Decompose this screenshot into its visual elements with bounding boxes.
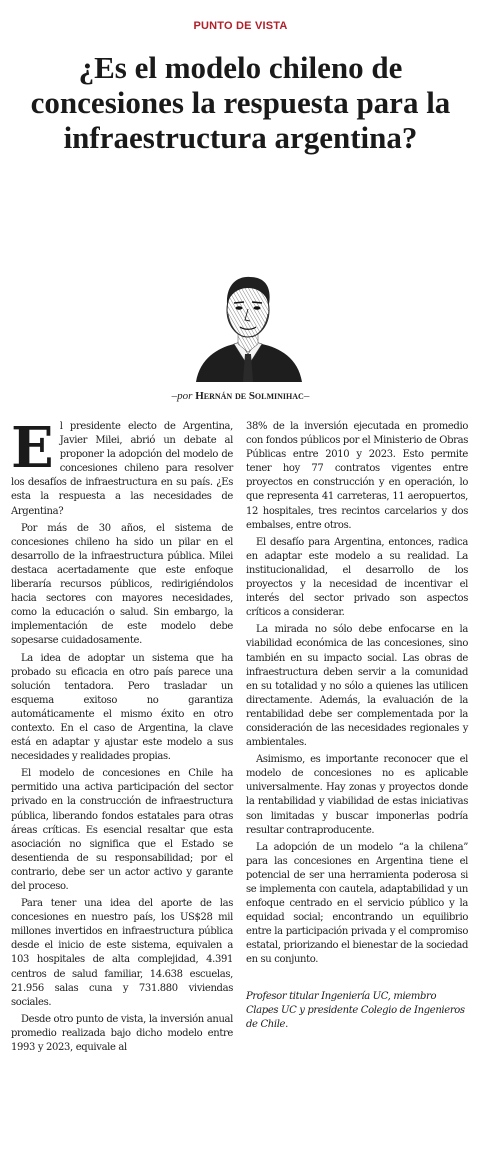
paragraph: El presidente electo de Argentina, Javier Milei, abrió un debate al proponer la adopción del modelo de concesiones chileno para resolver los desafíos de infraestructura en su país. ¿Es esta la respuesta a las necesidades de Argentina? [11, 415, 233, 517]
paragraph: Asimismo, es importante reconocer que el modelo de concesiones no es aplicable universalmente. Hay zonas y proyectos donde la rentabilidad y viabilidad de estas iniciativas son limitadas y buscar imponerlas podría resultar contraproducente. [246, 754, 468, 836]
section-label: PUNTO DE VISTA [193, 20, 288, 32]
author-name: Hernán de Solminihac [195, 390, 304, 402]
byline-suffix: – [303, 390, 310, 402]
paragraph: El desafío para Argentina, entonces, radica en adaptar este modelo a su realidad. La institucionalidad, el desarrollo de los proyectos y la necesidad de incentivar el interés del sector privado son aspectos críticos a considerar. [246, 536, 468, 619]
paragraph: Por más de 30 años, el sistema de concesiones chileno ha sido un pilar en el desarrollo de la infraestructura pública. Milei destaca acertadamente que este enfoque liberaría recursos públicos, redirigiéndolos hacia sectores con mayores necesidades, como la educación o salud. Sin embargo, la implementación de este modelo debe sopesarse cuidadosamente. [11, 522, 233, 647]
paragraph: El modelo de concesiones en Chile ha permitido una activa participación del sector privado en la construcción de infraestructura pública, liberando fondos estatales para otras áreas críticas. Es esencial resaltar que esta asociación no significa que el Estado se desentienda de su responsabilidad; por el contrario, debe ser un actor activo y garante del proceso. [11, 768, 233, 892]
article-column-right [246, 420, 468, 1035]
author-signature: Profesor titular Ingeniería UC, miembro Clapes UC y presidente Colegio de Ingenieros de Chile. [246, 990, 465, 1030]
paragraph: Desde otro punto de vista, la inversión anual promedio realizada bajo dicho modelo entre 1993 y 2023, equivale al [11, 1013, 233, 1054]
paragraph: La idea de adoptar un sistema que ha probado su eficacia en otro país parece una solución tentadora. Pero trasladar un esquema exitoso no garantiza automáticamente el mismo éxito en otro contexto. En el caso de Argentina, la clave está en adaptar y ajustar este modelo a sus necesidades y realidades propias. [11, 652, 233, 763]
paragraph: 38% de la inversión ejecutada en promedio con fondos públicos por el Ministerio de Obras Públicas entre 2010 y 2023. Esto permite tener hoy 77 contratos vigentes entre proyectos en construcción y en operación, lo que representa 41 carreteras, 11 aeropuertos, 12 hospitales, tres recintos carcelarios y dos embalses, entre otros. [246, 421, 468, 531]
byline [0, 390, 481, 402]
article-title: ¿Es el modelo chileno de concesiones la respuesta para la infraestructura argentina? [30, 50, 451, 155]
paragraph: Para tener una idea del aporte de las concesiones en nuestro país, los US$28 mil millones invertidos en infraestructura pública desde el inicio de este sistema, equivalen a 103 hospitales de alta complejidad, 4.391 centros de salud familiar, 14.638 escuelas, 21.956 salas cuna y 731.880 viviendas sociales. [11, 898, 233, 1008]
author-portrait [188, 262, 308, 382]
paragraph: La mirada no sólo debe enfocarse en la viabilidad económica de las concesiones, sino también en su impacto social. Las obras de infraestructura deben servir a la comunidad en su totalidad y no sólo a quienes las utilicen directamente. Además, la evaluación de la rentabilidad debe ser complementada por la consideración de las necesidades regionales y ambientales. [246, 624, 468, 749]
drop-cap: E [11, 415, 54, 481]
article-column-left [11, 415, 233, 1058]
paragraph: La adopción de un modelo “a la chilena” para las concesiones en Argentina tiene el potencial de ser una herramienta poderosa si se implementa con cautela, adaptabilidad y un enfoque centrado en el servicio público y la equidad social; encontrando un equilibrio entre la participación privada y el compromiso estatal, priorizando el bienestar de la sociedad en su conjunto. [246, 841, 468, 966]
byline-prefix: –por [171, 390, 196, 402]
